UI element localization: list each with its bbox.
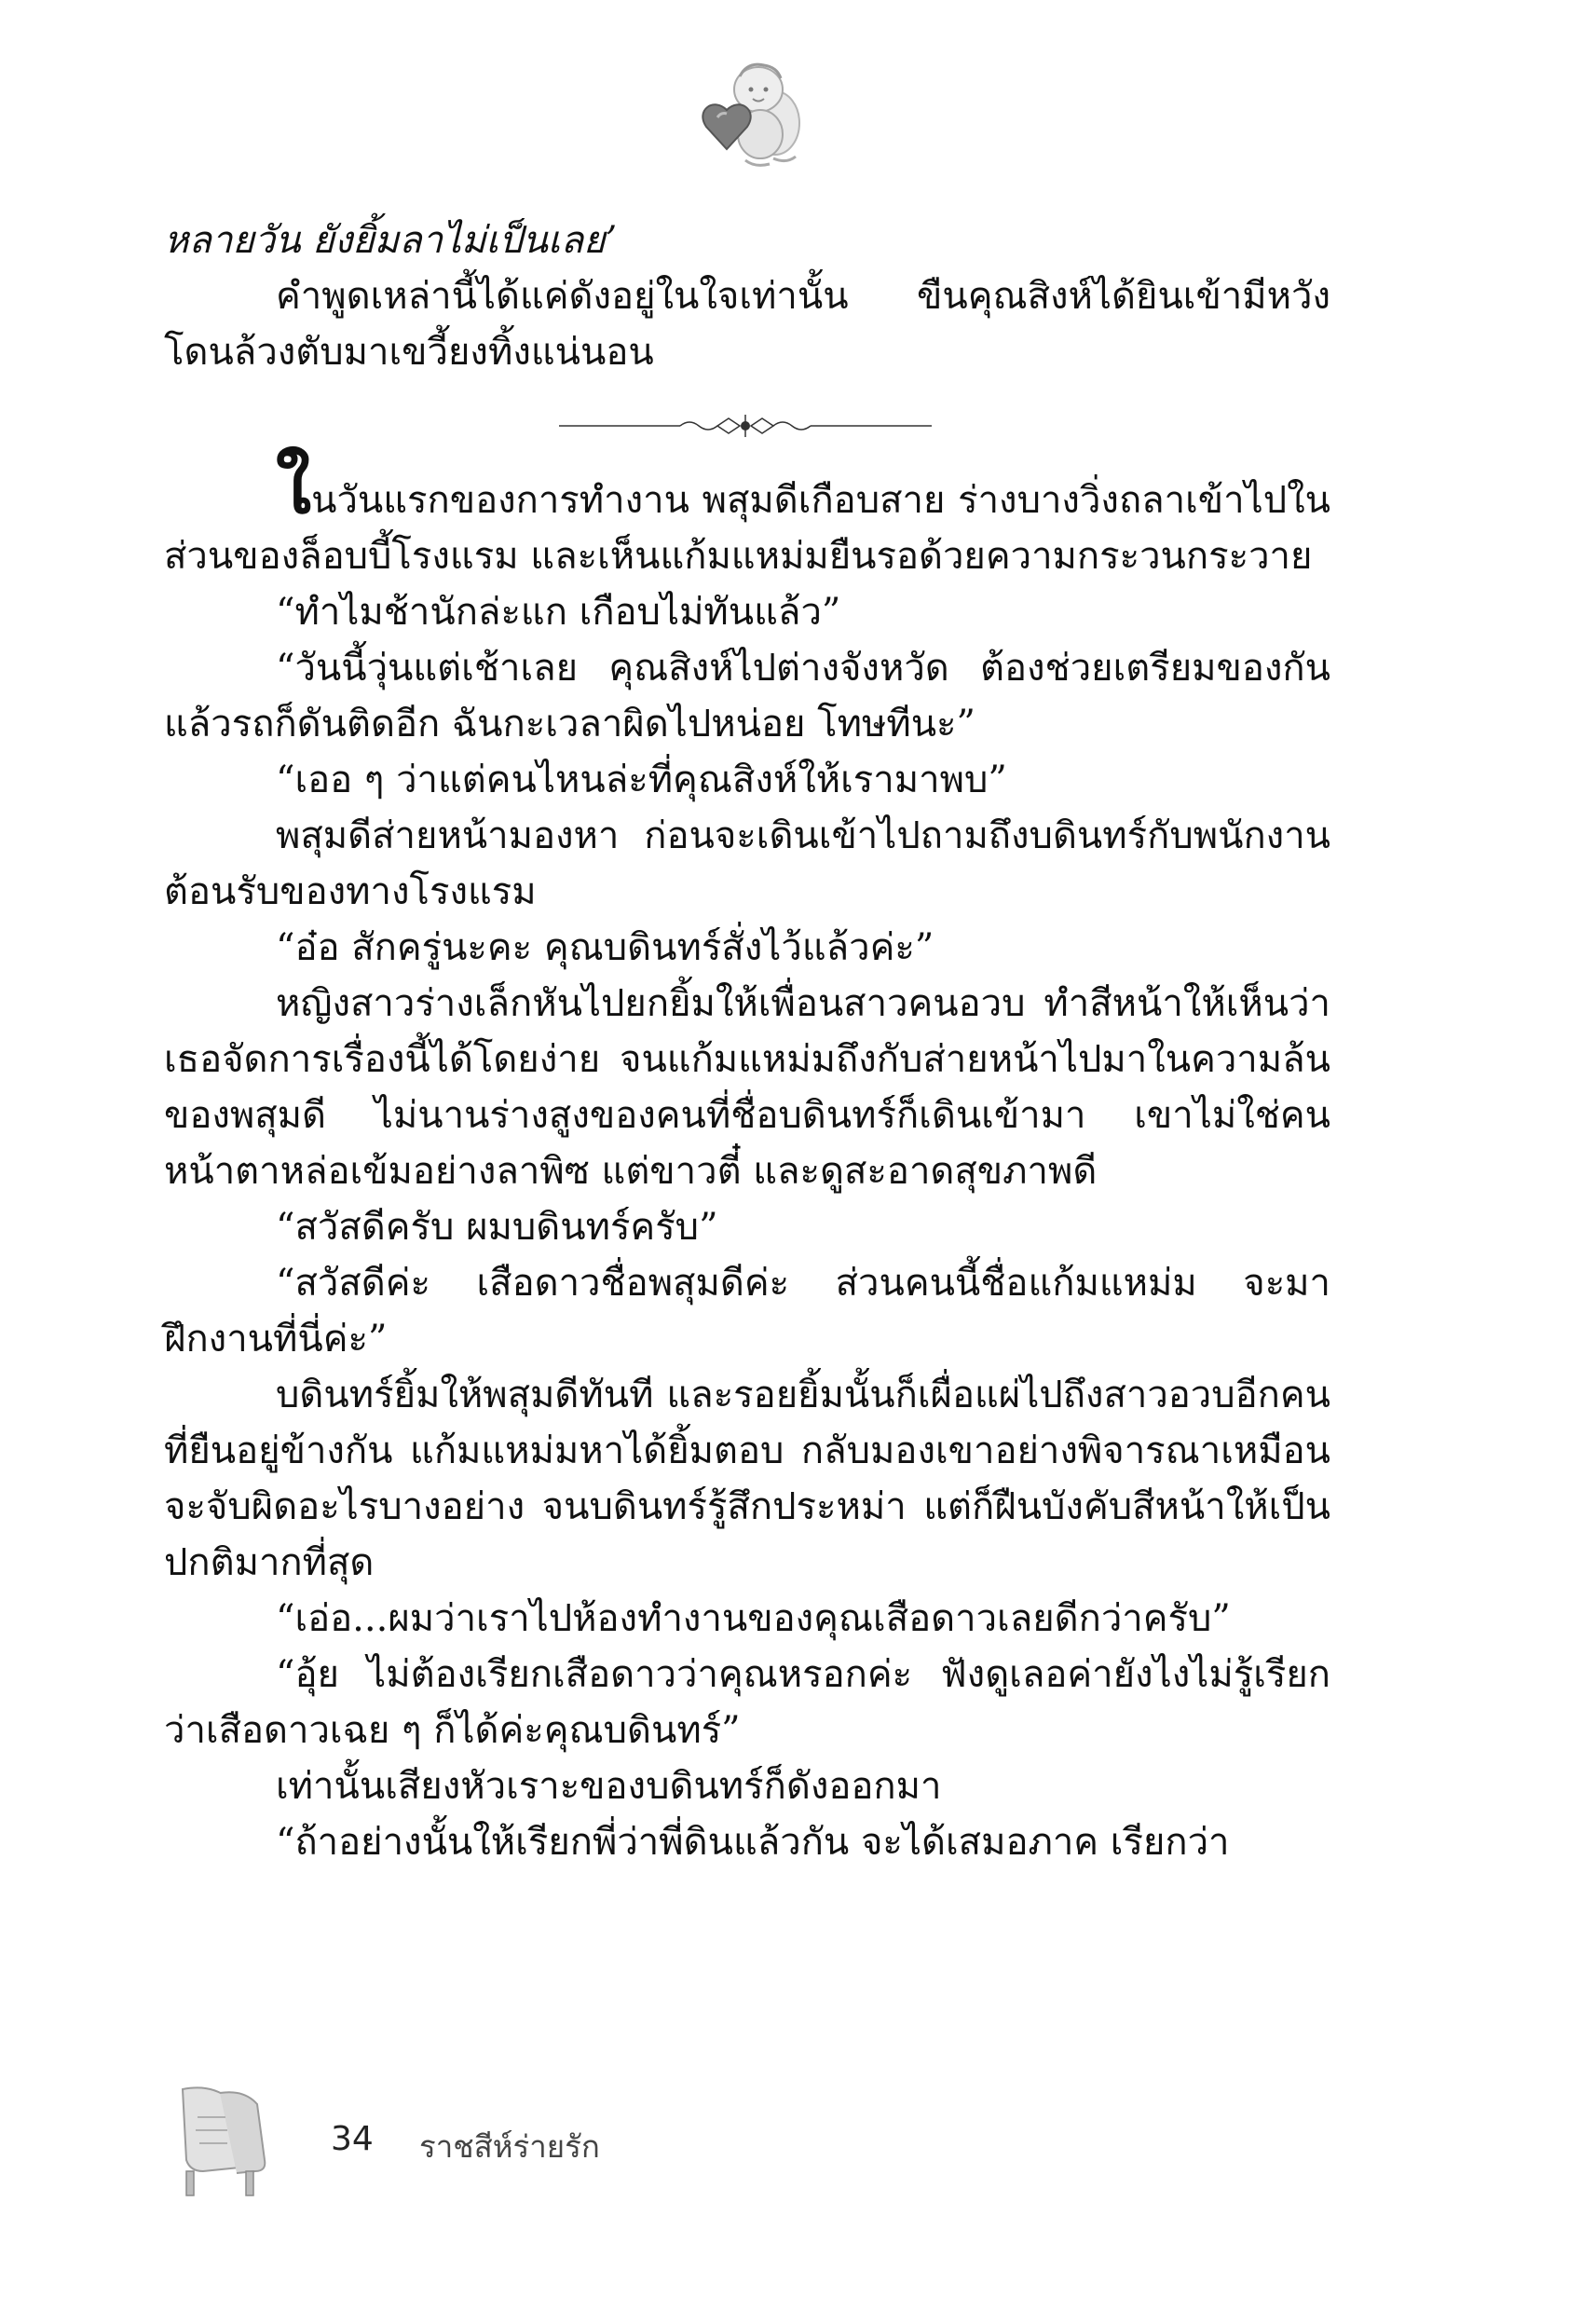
paragraph: “อุ้ย ไม่ต้องเรียกเสือดาวว่าคุณหรอกค่ะ ฟังดูเลอค่ายังไงไม่รู้เรียกว่าเสือดาวเฉย ๆ ก็ได้ค่ะคุณบดินทร์” [164, 1653, 1330, 1752]
paragraph: หญิงสาวร่างเล็กหันไปยกยิ้มให้เพื่อนสาวคนอวบ ทำสีหน้าให้เห็นว่าเธอจัดการเรื่องนี้ได้โดยง่าย จนแก้มแหม่มถึงกับส่ายหน้าไปมาในความล้นของพสุมดี ไม่นานร่างสูงของคนที่ชื่อบดินทร์ก็เดินเข้ามา เขาไม่ใช่คนหน้าตาหล่อเข้มอย่างลาพิซ แต่ขาวตี๋ และดูสะอาดสุขภาพดี [164, 982, 1330, 1193]
text-block-top [164, 212, 1330, 380]
book-title: ราชสีห์ร่ายรัก [419, 2128, 600, 2165]
paragraph: หลายวัน ยังยิ้มลาไม่เป็นเลย’ [164, 219, 618, 262]
paragraph: เท่านั้นเสียงหัวเราะของบดินทร์ก็ดังออกมา [276, 1765, 942, 1808]
paragraph: “เออ ๆ ว่าแต่คนไหนล่ะที่คุณสิงห์ให้เรามาพบ” [276, 759, 1007, 801]
cupid-with-heart-icon [689, 56, 811, 172]
paragraph: “เอ่อ...ผมว่าเราไปห้องทำงานของคุณเสือดาวเลยดีกว่าครับ” [276, 1597, 1231, 1640]
ornamental-divider-icon [559, 412, 932, 440]
paragraph: พสุมดีส่ายหน้ามองหา ก่อนจะเดินเข้าไปถามถึงบดินทร์กับพนักงานต้อนรับของทางโรงแรม [164, 814, 1330, 913]
paragraph-with-drop-cap: ในวันแรกของการทำงาน พสุมดีเกือบสาย ร่างบางวิ่งถลาเข้าไปในส่วนของล็อบบี้โรงแรม และเห็นแก้มแหม่มยืนรอด้วยความกระวนกระวาย [164, 445, 1330, 578]
paragraph: คำพูดเหล่านี้ได้แค่ดังอยู่ในใจเท่านั้น ขืนคุณสิงห์ได้ยินเข้ามีหวังโดนล้วงตับมาเขวี้ยงทิ้งแน่นอน [164, 275, 1330, 374]
paragraph: “วันนี้วุ่นแต่เช้าเลย คุณสิงห์ไปต่างจังหวัด ต้องช่วยเตรียมของกันแล้วรถก็ดันติดอีก ฉันกะเวลาผิดไปหน่อย โทษทีนะ” [164, 647, 1330, 745]
paragraph: “ทำไมช้านักล่ะแก เกือบไม่ทันแล้ว” [276, 591, 841, 634]
paragraph: บดินทร์ยิ้มให้พสุมดีทันที และรอยยิ้มนั้นก็เผื่อแผ่ไปถึงสาวอวบอีกคนที่ยืนอยู่ข้างกัน แก้มแหม่มหาได้ยิ้มตอบ กลับมองเขาอย่างพิจารณาเหมือนจะจับผิดอะไรบางอย่าง จนบดินทร์รู้สึกประหม่า แต่ก็ฝืนบังคับสีหน้าให้เป็นปกติมากที่สุด [164, 1374, 1330, 1584]
text-block-main [164, 445, 1330, 1870]
paragraph: “ถ้าอย่างนั้นให้เรียกพี่ว่าพี่ดินแล้วกัน จะได้เสมอภาค เรียกว่า [276, 1821, 1230, 1864]
page-number: 34 [331, 2120, 374, 2158]
paragraph: “สวัสดีค่ะ เสือดาวชื่อพสุมดีค่ะ ส่วนคนนี้ชื่อแก้มแหม่ม จะมาฝึกงานที่นี่ค่ะ” [164, 1262, 1330, 1361]
paragraph: “สวัสดีครับ ผมบดินทร์ครับ” [276, 1206, 718, 1249]
paragraph: “อ๋อ สักครู่นะคะ คุณบดินทร์สั่งไว้แล้วค่ะ” [276, 926, 934, 969]
high-heel-shoe-icon [164, 2080, 276, 2201]
